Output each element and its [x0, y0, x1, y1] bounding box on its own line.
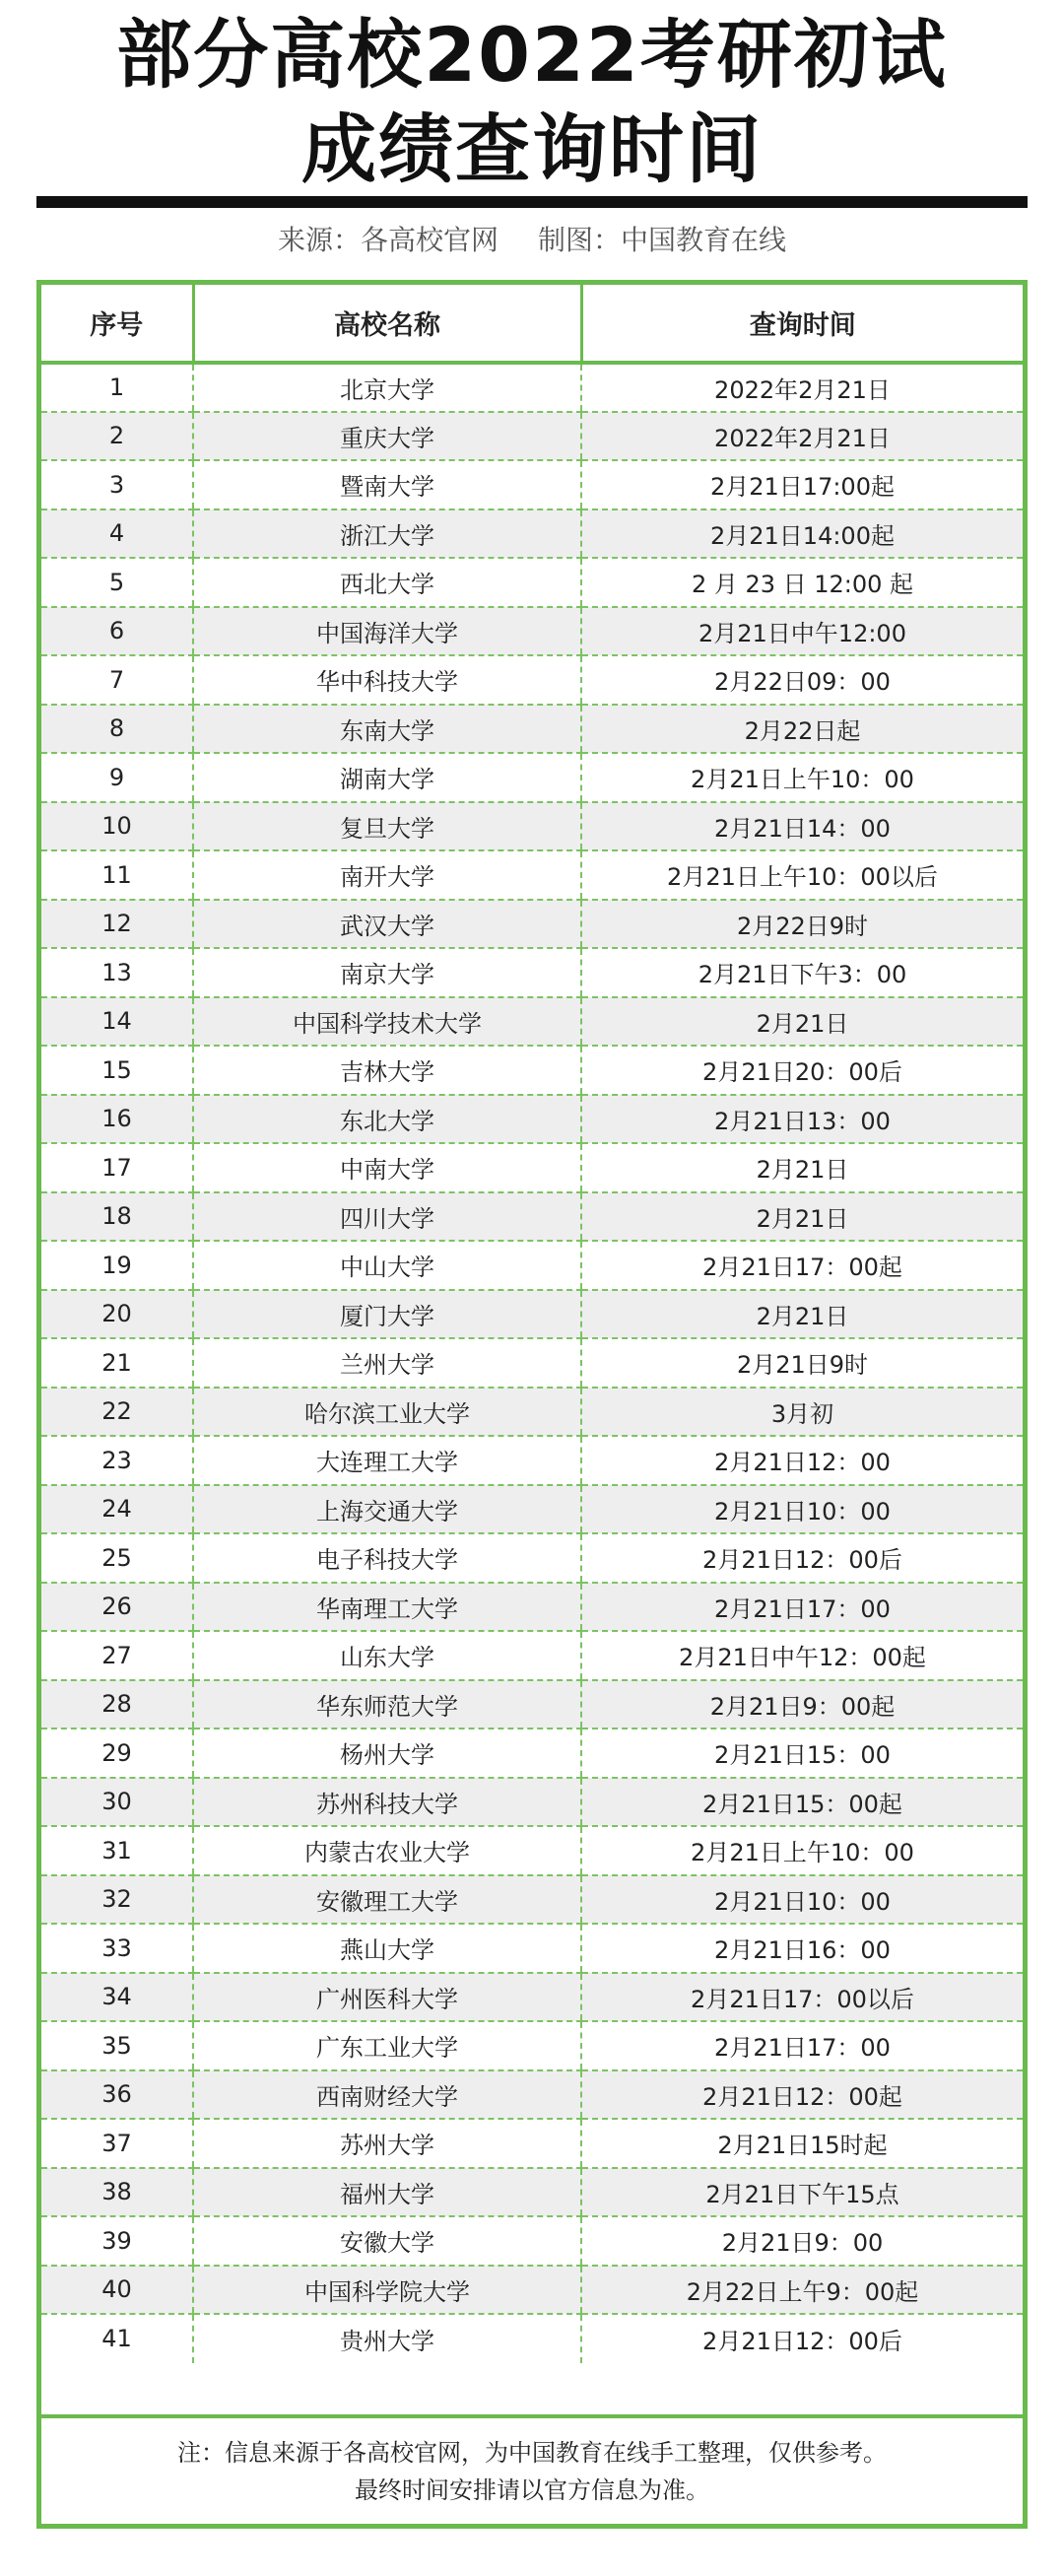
table-row: [41, 1143, 1023, 1192]
table-row: [41, 1778, 1023, 1827]
cell-index: 6: [41, 607, 193, 656]
table-row: [41, 1485, 1023, 1534]
cell-university: 湖南大学: [193, 753, 581, 802]
cell-university: 华中科技大学: [193, 655, 581, 705]
table-row: [41, 1729, 1023, 1778]
cell-university: 贵州大学: [193, 2314, 581, 2363]
cell-query-time: 2月21日: [581, 1192, 1023, 1242]
table-row: [41, 1973, 1023, 2022]
cell-query-time: 2月21日10：00: [581, 1875, 1023, 1925]
cell-query-time: 2月21日17：00起: [581, 1241, 1023, 1290]
cell-university: 山东大学: [193, 1631, 581, 1680]
cell-query-time: 2月21日中午12:00: [581, 607, 1023, 656]
cell-university: 苏州大学: [193, 2119, 581, 2168]
cell-university: 福州大学: [193, 2168, 581, 2217]
cell-query-time: 2月21日: [581, 1290, 1023, 1339]
cell-university: 燕山大学: [193, 1924, 581, 1973]
cell-query-time: 2月21日17:00起: [581, 460, 1023, 509]
cell-index: 5: [41, 558, 193, 607]
table-row: [41, 2314, 1023, 2363]
cell-index: 29: [41, 1729, 193, 1778]
cell-index: 4: [41, 509, 193, 559]
cell-query-time: 2月21日上午10：00以后: [581, 850, 1023, 900]
table-header: [41, 285, 1023, 363]
cell-university: 华南理工大学: [193, 1583, 581, 1632]
cell-index: 1: [41, 363, 193, 412]
cell-query-time: 2月22日上午9：00起: [581, 2266, 1023, 2315]
table-row: [41, 1241, 1023, 1290]
cell-university: 中山大学: [193, 1241, 581, 1290]
cell-query-time: 2 月 23 日 12:00 起: [581, 558, 1023, 607]
cell-query-time: 2月21日12：00后: [581, 1533, 1023, 1583]
cell-query-time: 2月21日下午3：00: [581, 948, 1023, 997]
cell-index: 15: [41, 1046, 193, 1095]
cell-university: 兰州大学: [193, 1338, 581, 1388]
header-query-time: 查询时间: [581, 285, 1023, 363]
table-row: [41, 607, 1023, 656]
table-row: [41, 2168, 1023, 2217]
cell-index: 12: [41, 900, 193, 949]
table-row: [41, 2216, 1023, 2266]
cell-query-time: 2022年2月21日: [581, 363, 1023, 412]
cell-query-time: 2月21日12：00: [581, 1436, 1023, 1485]
table-row: [41, 1436, 1023, 1485]
page-title-line2: 成绩查询时间: [301, 105, 763, 193]
table-row: [41, 1095, 1023, 1144]
header-index: 序号: [90, 310, 144, 341]
cell-university: 安徽大学: [193, 2216, 581, 2266]
source-from: 来源：各高校官网: [277, 224, 499, 256]
cell-university: 四川大学: [193, 1192, 581, 1242]
cell-university: 哈尔滨工业大学: [193, 1388, 581, 1437]
cell-index: 10: [41, 802, 193, 851]
table-row: [41, 655, 1023, 705]
cell-query-time: 2月21日下午15点: [581, 2168, 1023, 2217]
cell-university: 武汉大学: [193, 900, 581, 949]
cell-query-time: 2月21日12：00起: [581, 2070, 1023, 2120]
cell-university: 重庆大学: [193, 412, 581, 461]
cell-university: 复旦大学: [193, 802, 581, 851]
table-row: [41, 997, 1023, 1047]
cell-query-time: 2月21日15时起: [581, 2119, 1023, 2168]
cell-index: 9: [41, 753, 193, 802]
cell-index: 32: [41, 1875, 193, 1925]
cell-query-time: 3月初: [581, 1388, 1023, 1437]
cell-university: 上海交通大学: [193, 1485, 581, 1534]
table-row: [41, 1826, 1023, 1875]
cell-query-time: 2月22日09：00: [581, 655, 1023, 705]
cell-query-time: 2月21日20：00后: [581, 1046, 1023, 1095]
table-row: [41, 2266, 1023, 2315]
cell-index: 8: [41, 705, 193, 754]
table-row: [41, 1290, 1023, 1339]
cell-index: 36: [41, 2070, 193, 2120]
cell-index: 35: [41, 2021, 193, 2070]
cell-query-time: 2月21日13：00: [581, 1095, 1023, 1144]
cell-university: 吉林大学: [193, 1046, 581, 1095]
cell-index: 17: [41, 1143, 193, 1192]
cell-index: 3: [41, 460, 193, 509]
cell-query-time: 2月22日起: [581, 705, 1023, 754]
table-row: [41, 509, 1023, 559]
cell-university: 西南财经大学: [193, 2070, 581, 2120]
cell-query-time: 2月21日15：00起: [581, 1778, 1023, 1827]
cell-index: 39: [41, 2216, 193, 2266]
cell-index: 19: [41, 1241, 193, 1290]
cell-query-time: 2月21日17：00: [581, 2021, 1023, 2070]
table-row: [41, 363, 1023, 412]
table-row: [41, 2070, 1023, 2120]
cell-index: 14: [41, 997, 193, 1047]
table-row: [41, 1192, 1023, 1242]
cell-university: 内蒙古农业大学: [193, 1826, 581, 1875]
cell-query-time: 2月21日上午10：00: [581, 1826, 1023, 1875]
schedule-table: [41, 285, 1023, 2363]
page-title-line1: 部分高校2022考研初试: [116, 11, 948, 99]
cell-query-time: 2月21日9：00: [581, 2216, 1023, 2266]
table-row: [41, 1046, 1023, 1095]
cell-university: 厦门大学: [193, 1290, 581, 1339]
cell-index: 24: [41, 1485, 193, 1534]
cell-index: 21: [41, 1338, 193, 1388]
table-row: [41, 948, 1023, 997]
cell-index: 13: [41, 948, 193, 997]
table-row: [41, 2119, 1023, 2168]
table-row: [41, 1875, 1023, 1925]
cell-university: 华东师范大学: [193, 1680, 581, 1729]
table-row: [41, 802, 1023, 851]
cell-index: 38: [41, 2168, 193, 2217]
cell-index: 11: [41, 850, 193, 900]
cell-index: 30: [41, 1778, 193, 1827]
cell-index: 20: [41, 1290, 193, 1339]
table-row: [41, 753, 1023, 802]
cell-index: 34: [41, 1973, 193, 2022]
cell-university: 中国海洋大学: [193, 607, 581, 656]
cell-index: 2: [41, 412, 193, 461]
table-row: [41, 1680, 1023, 1729]
cell-university: 苏州科技大学: [193, 1778, 581, 1827]
table-row: [41, 850, 1023, 900]
cell-index: 33: [41, 1924, 193, 1973]
cell-university: 电子科技大学: [193, 1533, 581, 1583]
cell-index: 16: [41, 1095, 193, 1144]
cell-query-time: 2022年2月21日: [581, 412, 1023, 461]
footnote-line2: 最终时间安排请以官方信息为准。: [355, 2476, 709, 2504]
cell-university: 暨南大学: [193, 460, 581, 509]
cell-query-time: 2月22日9时: [581, 900, 1023, 949]
table-row: [41, 900, 1023, 949]
source-made-by: 制图：中国教育在线: [538, 224, 787, 256]
cell-index: 41: [101, 2325, 132, 2353]
cell-query-time: 2月21日14:00起: [581, 509, 1023, 559]
table-row: [41, 460, 1023, 509]
cell-index: 37: [41, 2119, 193, 2168]
cell-university: 广州医科大学: [193, 1973, 581, 2022]
cell-index: 23: [41, 1436, 193, 1485]
cell-university: 浙江大学: [193, 509, 581, 559]
cell-index: 40: [41, 2266, 193, 2315]
table-body: [41, 363, 1023, 2363]
header-university: 高校名称: [193, 285, 581, 363]
cell-university: 北京大学: [193, 363, 581, 412]
cell-university: 西北大学: [193, 558, 581, 607]
cell-university: 大连理工大学: [193, 1436, 581, 1485]
table-row: [41, 1338, 1023, 1388]
cell-query-time: 2月21日16：00: [581, 1924, 1023, 1973]
table-row: [41, 705, 1023, 754]
cell-query-time: 2月21日9时: [581, 1338, 1023, 1388]
cell-query-time: 2月21日中午12：00起: [581, 1631, 1023, 1680]
cell-university: 东南大学: [193, 705, 581, 754]
cell-query-time: 2月21日: [581, 997, 1023, 1047]
table-row: [41, 2021, 1023, 2070]
cell-index: 31: [41, 1826, 193, 1875]
cell-index: 26: [41, 1583, 193, 1632]
footnote: [41, 2414, 1023, 2524]
cell-index: 7: [41, 655, 193, 705]
cell-university: 东北大学: [193, 1095, 581, 1144]
table-row: [41, 1583, 1023, 1632]
cell-university: 中南大学: [193, 1143, 581, 1192]
cell-query-time: 2月21日10：00: [581, 1485, 1023, 1534]
cell-query-time: 2月21日14：00: [581, 802, 1023, 851]
cell-university: 南开大学: [193, 850, 581, 900]
title-divider: [36, 196, 1028, 208]
table-row: [41, 1533, 1023, 1583]
cell-index: 18: [41, 1192, 193, 1242]
cell-query-time: 2月21日: [581, 1143, 1023, 1192]
cell-query-time: 2月21日12：00后: [581, 2314, 1023, 2363]
page-title: [0, 8, 1064, 197]
cell-query-time: 2月21日9：00起: [581, 1680, 1023, 1729]
cell-university: 杨州大学: [193, 1729, 581, 1778]
cell-university: 中国科学技术大学: [193, 997, 581, 1047]
cell-query-time: 2月21日15：00: [581, 1729, 1023, 1778]
cell-university: 安徽理工大学: [193, 1875, 581, 1925]
source-line: [0, 219, 1064, 262]
table-row: [41, 412, 1023, 461]
table-row: [41, 558, 1023, 607]
cell-query-time: 2月21日上午10：00: [581, 753, 1023, 802]
cell-university: 中国科学院大学: [193, 2266, 581, 2315]
cell-index: 25: [41, 1533, 193, 1583]
cell-university: 广东工业大学: [193, 2021, 581, 2070]
cell-index: 27: [41, 1631, 193, 1680]
footnote-line1: 注：信息来源于各高校官网，为中国教育在线手工整理，仅供参考。: [177, 2439, 887, 2467]
cell-index: 28: [41, 1680, 193, 1729]
cell-university: 南京大学: [193, 948, 581, 997]
table-row: [41, 1924, 1023, 1973]
table-row: [41, 1388, 1023, 1437]
cell-index: 22: [41, 1388, 193, 1437]
cell-query-time: 2月21日17：00: [581, 1583, 1023, 1632]
table-row: [41, 1631, 1023, 1680]
cell-query-time: 2月21日17：00以后: [581, 1973, 1023, 2022]
